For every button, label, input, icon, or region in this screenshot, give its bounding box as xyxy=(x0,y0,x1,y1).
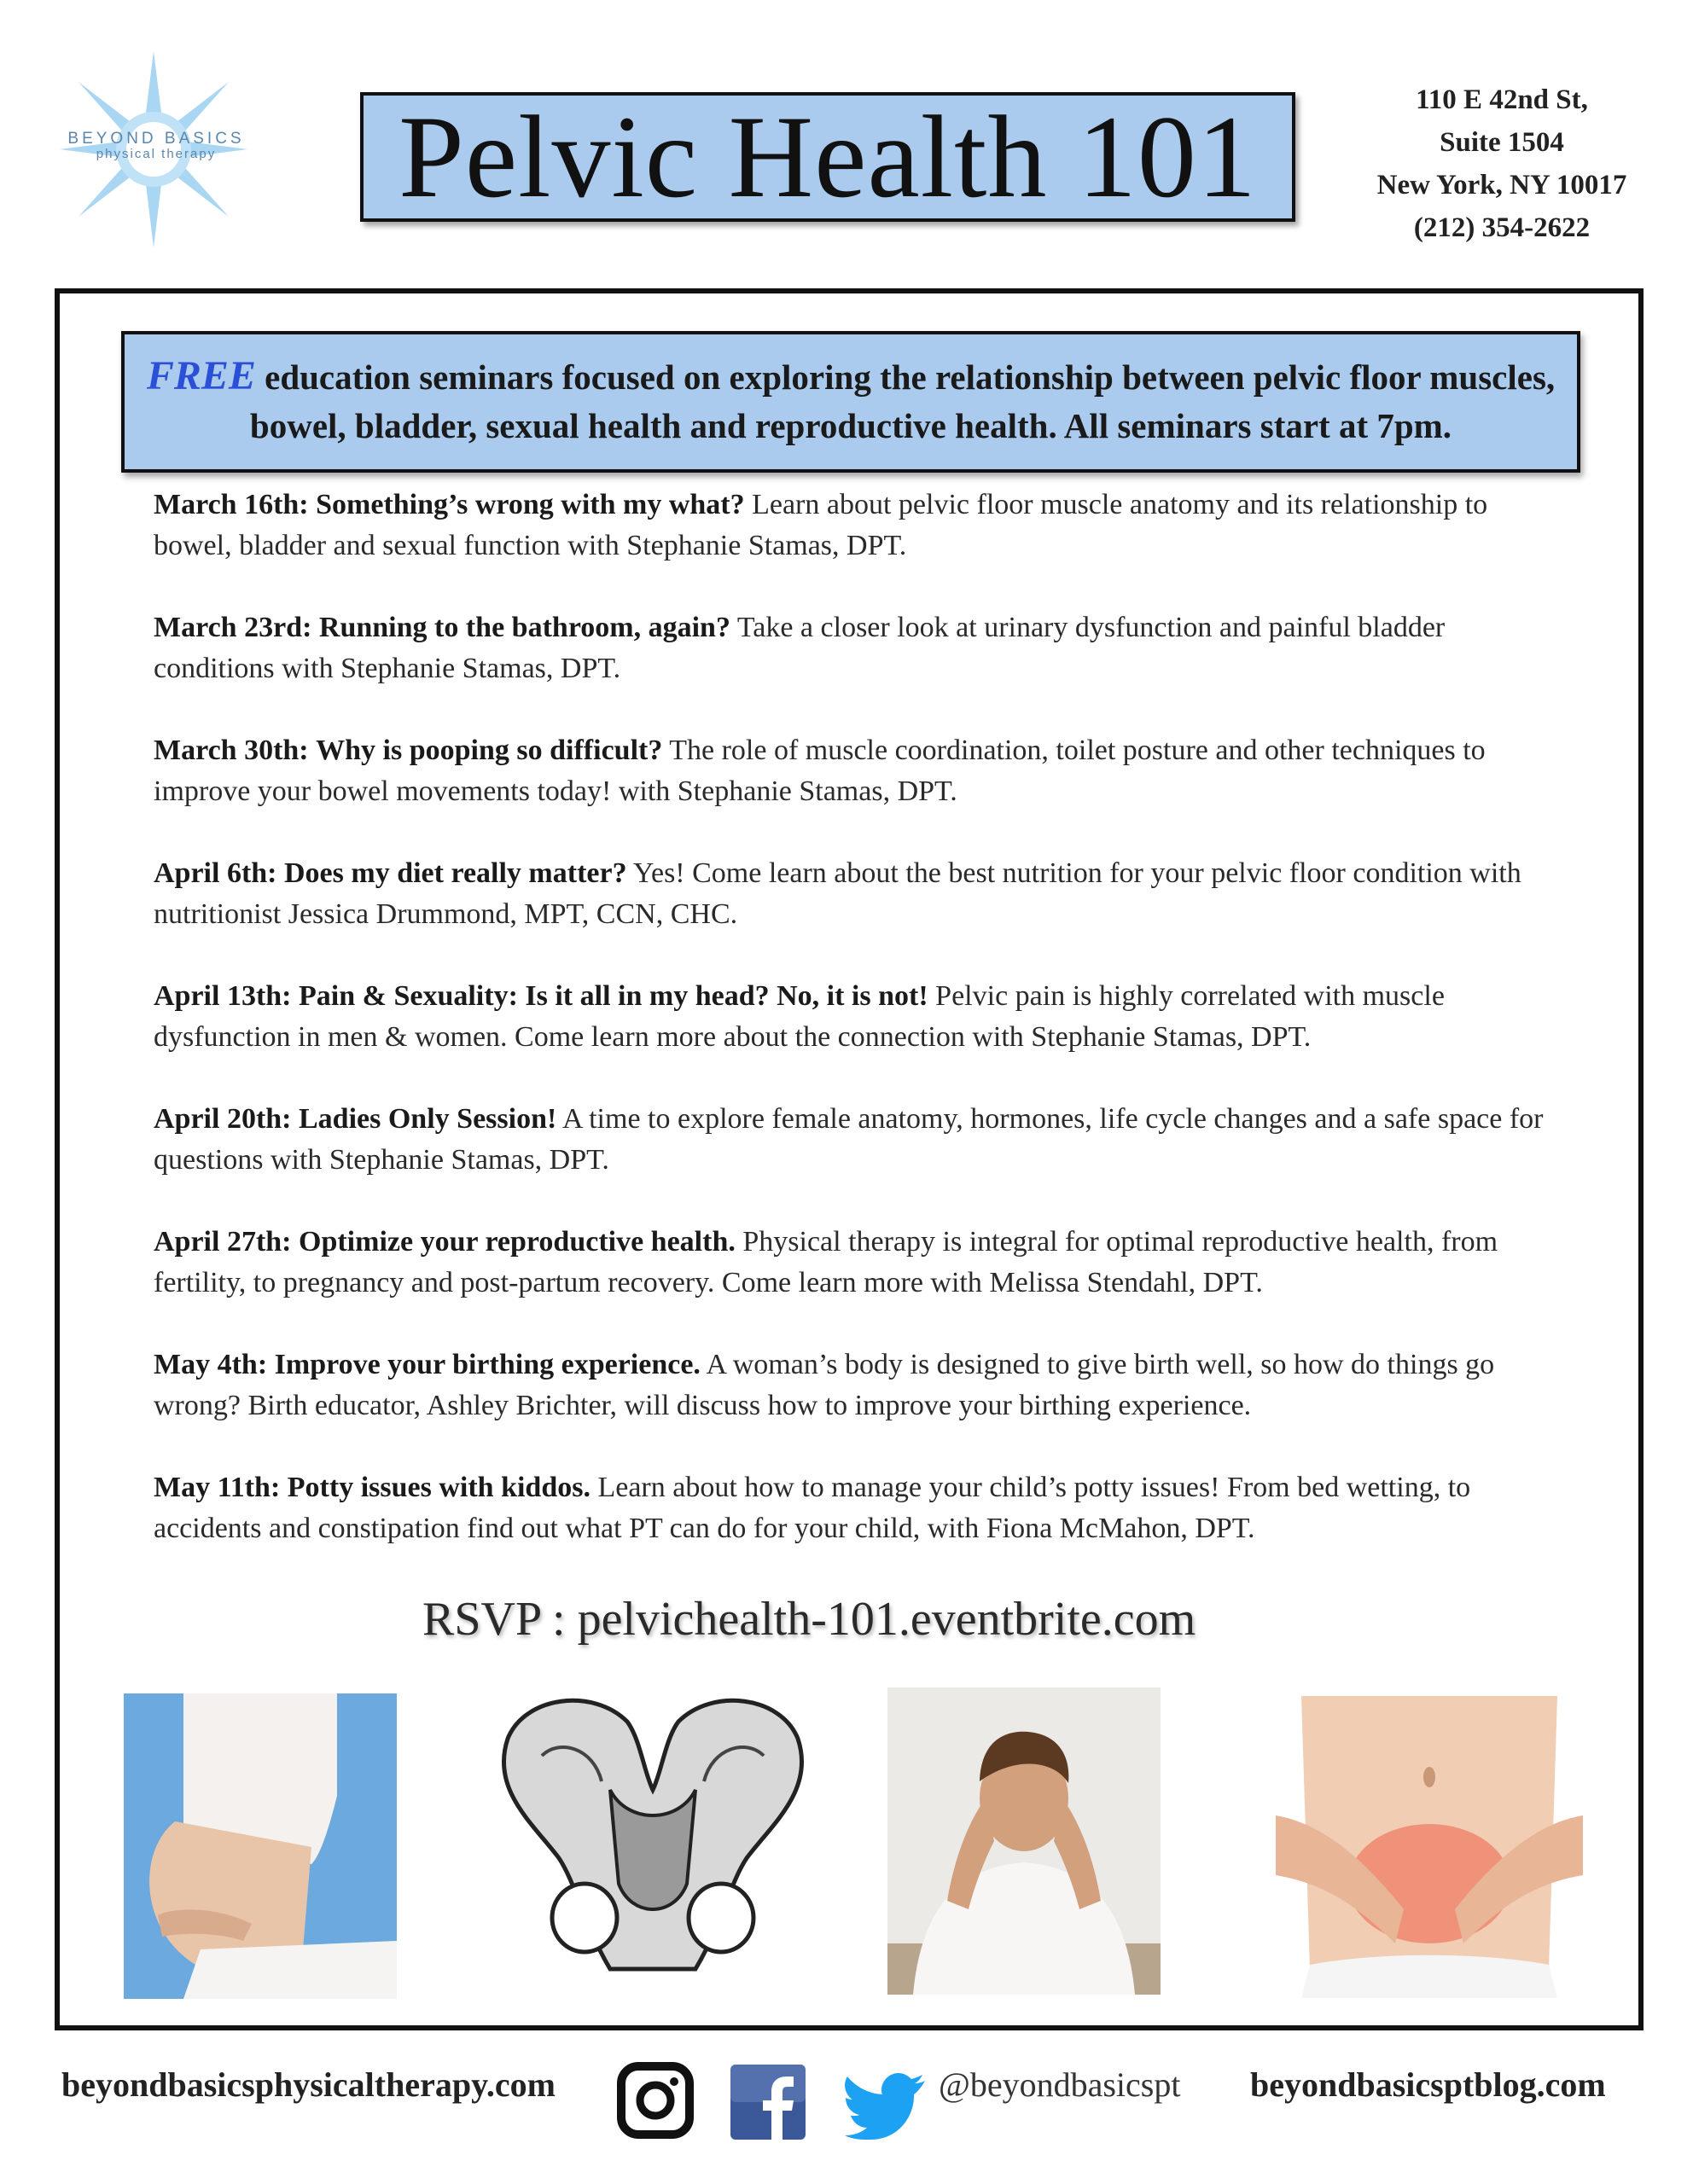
seminar-date: May 11th: xyxy=(154,1472,281,1503)
seminar-item xyxy=(154,1222,1570,1304)
pregnant-woman-photo xyxy=(124,1693,397,2003)
seminar-item xyxy=(154,853,1570,935)
seminar-item xyxy=(154,730,1570,812)
stressed-man-photo xyxy=(887,1687,1161,1999)
seminar-description: A time to explore female anatomy, hormones, life cycle changes and a safe space for questions with Stephanie Stamas, DPT. xyxy=(154,1103,1544,1176)
address-line: New York, NY 10017 xyxy=(1376,170,1627,200)
seminar-date: April 20th: xyxy=(154,1103,292,1135)
seminar-item xyxy=(154,976,1570,1058)
seminar-title: Ladies Only Session! xyxy=(299,1103,557,1135)
seminar-description: Yes! Come learn about the best nutrition for your pelvic floor condition with nutritionist Jessica Drummond, MPT, CCN, CHC. xyxy=(154,857,1521,930)
seminar-title: Optimize your reproductive health. xyxy=(299,1226,736,1258)
seminar-date: April 6th: xyxy=(154,857,277,889)
seminar-description: The role of muscle coordination, toilet posture and other techniques to improve your bowel movements today! with Stephanie Stamas, DPT. xyxy=(154,735,1486,807)
facebook-icon[interactable] xyxy=(730,2065,806,2144)
seminar-date: April 27th: xyxy=(154,1226,292,1258)
seminar-item xyxy=(154,1467,1570,1549)
seminar-item xyxy=(154,1345,1570,1426)
seminar-title: Something’s wrong with my what? xyxy=(316,489,745,520)
abdomen-pain-photo xyxy=(1276,1696,1583,2002)
seminar-date: March 30th: xyxy=(154,735,309,766)
twitter-handle[interactable]: @beyondbasicspt xyxy=(939,2065,1181,2104)
seminar-title: Does my diet really matter? xyxy=(284,857,627,889)
phone-number: (212) 354-2622 xyxy=(1413,212,1591,243)
seminar-description: Physical therapy is integral for optimal reproductive health, from fertility, to pregnancy and post-partum recovery. Come learn more with Melissa Stendahl, DPT. xyxy=(154,1226,1498,1298)
seminar-description: Learn about pelvic floor muscle anatomy and its relationship to bowel, bladder and sexual function with Stephanie Stamas, DPT. xyxy=(154,489,1488,561)
seminar-list xyxy=(154,485,1570,1590)
seminar-item xyxy=(154,1099,1570,1181)
address-block xyxy=(1344,78,1660,249)
page-title: Pelvic Health 101 xyxy=(399,91,1257,222)
seminar-date: April 13th: xyxy=(154,980,292,1012)
seminar-description: Take a closer look at urinary dysfunction and painful bladder conditions with Stephanie Stamas, DPT. xyxy=(154,612,1446,684)
seminar-description: Learn about how to manage your child’s potty issues! From bed wetting, to accidents and constipation find out what PT can do for your child, with Fiona McMahon, DPT. xyxy=(154,1472,1471,1544)
blog-link[interactable]: beyondbasicsptblog.com xyxy=(1250,2065,1606,2104)
pelvis-illustration xyxy=(491,1687,815,2007)
rsvp-link[interactable]: RSVP : pelvichealth-101.eventbrite.com xyxy=(422,1593,1196,1646)
seminar-title: Why is pooping so difficult? xyxy=(316,735,663,766)
seminar-description: A woman’s body is designed to give birth well, so how do things go wrong? Birth educator, Ashley Brichter, will discuss how to improve your birthing experience. xyxy=(154,1349,1495,1421)
logo-subtitle: physical therapy xyxy=(96,147,217,161)
seminar-date: May 4th: xyxy=(154,1349,268,1380)
beyond-basics-logo xyxy=(60,51,247,247)
seminar-title: Improve your birthing experience. xyxy=(274,1349,701,1380)
seminar-date: March 23rd: xyxy=(154,612,312,643)
instagram-icon[interactable] xyxy=(616,2061,695,2144)
seminar-date: March 16th: xyxy=(154,489,309,520)
address-line: 110 E 42nd St, xyxy=(1416,84,1588,115)
seminar-description: Pelvic pain is highly correlated with muscle dysfunction in men & women. Come learn more about the connection with Stephanie Stamas, DPT. xyxy=(154,980,1445,1053)
free-label: FREE xyxy=(146,353,256,398)
seminar-item xyxy=(154,607,1570,689)
seminar-item xyxy=(154,485,1570,566)
seminar-title: Running to the bathroom, again? xyxy=(318,612,730,643)
website-link[interactable]: beyondbasicsphysicaltherapy.com xyxy=(61,2065,556,2104)
twitter-icon[interactable] xyxy=(845,2073,927,2144)
seminar-title: Pain & Sexuality: Is it all in my head? No, it is not! xyxy=(299,980,928,1012)
seminar-title: Potty issues with kiddos. xyxy=(287,1472,591,1503)
banner-text: education seminars focused on exploring the relationship between pelvic floor muscles, bowel, bladder, sexual health and reproductive health. All seminars start at 7pm. xyxy=(249,357,1556,445)
title-box xyxy=(360,92,1295,222)
logo-name: BEYOND BASICS xyxy=(67,130,245,148)
intro-banner xyxy=(121,331,1580,473)
address-line: Suite 1504 xyxy=(1440,127,1564,158)
